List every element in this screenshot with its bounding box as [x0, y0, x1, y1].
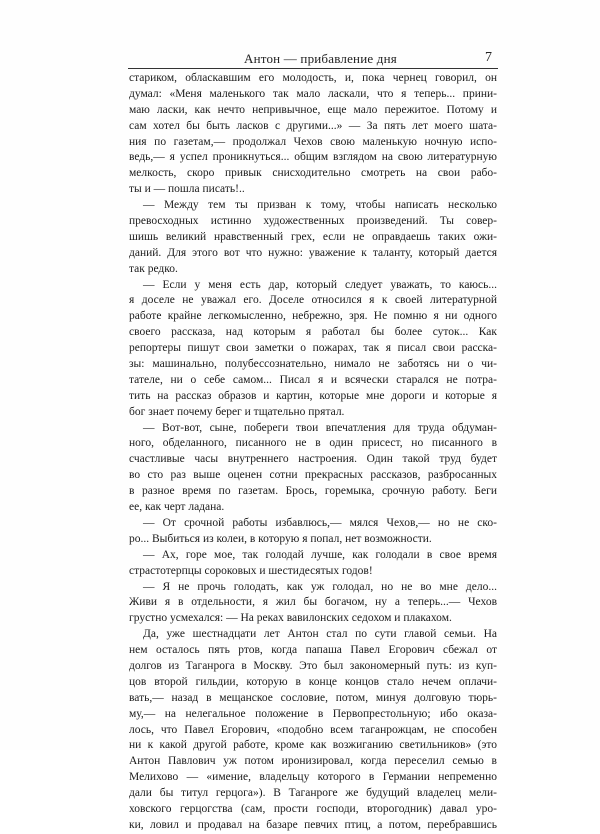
- text-line: сам хотел бы быть ласков с другими...» — За пять лет моего шата-: [129, 119, 497, 132]
- text-line: грустно усмехался: — На реках вавилонских седохом и плакахом.: [129, 612, 452, 625]
- text-line: Мелихово — «имение, владельцу которого в Германии непременно: [129, 771, 497, 784]
- text-line: во сто раз выше оценен сотни прекрасных рассказов, разбросанных: [129, 469, 497, 482]
- text-line: лось, что Павел Егорович, «подобно всем таганрожцам, не способен: [129, 723, 497, 736]
- text-line: я доселе не уважал его. Доселе относился я к своей литературной: [129, 294, 497, 307]
- running-title: Антон — прибавление дня: [244, 51, 397, 66]
- text-line: ки, ловил и продавал на базаре певчих птиц, а потом, перебравшись: [129, 818, 497, 831]
- text-line: вать,— назад в мещанское сословие, потом, минуя долговую тюрь-: [129, 691, 497, 704]
- text-line: Живи я в отдельности, я жил бы богачом, ну а теперь...— Чехов: [129, 596, 497, 609]
- text-line: — Ах, горе мое, так голодай лучше, как голодали в свое время: [143, 548, 497, 561]
- text-line: даний. Для этого вот что нужно: уважение к таланту, который дается: [129, 246, 497, 259]
- header-rule: [128, 68, 498, 69]
- text-line: тить на рассказ образов и картин, которые мне дороги и которые я: [129, 389, 497, 402]
- text-line: ховского герцогства (сам, прости господи, второгодник) давал уро-: [129, 802, 497, 815]
- text-line: — Вот-вот, сыне, побереги твои впечатления для труда обдуман-: [143, 421, 497, 434]
- text-line: ведь,— я успел проникнуться... общим взглядом на свою литературную: [129, 151, 497, 164]
- text-line: думал: «Меня маленького так мало ласкали, что я теперь... прини-: [129, 87, 497, 100]
- text-line: работе крайне легкомысленно, небрежно, зря. Не помню я ни одного: [129, 310, 497, 323]
- text-line: превосходных истинно художественных произведений. Ты совер-: [129, 215, 497, 228]
- text-line: ния по газетам,— продолжал Чехов свою маленькую ночную испо-: [129, 135, 497, 148]
- text-line: ее, как черт ладана.: [129, 501, 225, 514]
- text-line: своего рассказа, над которым я работал бы более суток... Как: [129, 326, 497, 339]
- text-line: шишь великий нравственный грех, если не оправдаешь таких ожи-: [129, 230, 497, 243]
- body-text: [129, 71, 497, 834]
- text-line: долгов из Таганрога в Москву. Это был закономерный путь: из куп-: [129, 659, 497, 672]
- text-line: Антон Павлович уж потом иронизировал, когда переселил семью в: [129, 755, 497, 768]
- text-line: нем осталось пять ртов, когда папаша Павел Егорович сбежал от: [129, 644, 497, 657]
- text-line: страстотерпцы сороковых и шестидесятых годов!: [129, 564, 373, 577]
- text-line: — От срочной работы избавлюсь,— мялся Чехов,— но не ско-: [143, 516, 497, 529]
- text-line: му,— на нелегальное положение в Первопрестольную; ибо оказа-: [129, 707, 497, 720]
- text-line: — Между тем ты призван к тому, чтобы написать несколько: [143, 199, 497, 212]
- text-line: стариком, обласкавшим его молодость, и, пока чернец говорил, он: [129, 72, 497, 84]
- running-header: [128, 50, 498, 68]
- text-line: ро... Выбиться из колеи, в которую я попал, нет возможности.: [129, 532, 432, 545]
- text-line: счастливые часы внутреннего настроения. Один такой труд будет: [129, 453, 497, 466]
- text-line: цов второй гильдии, которую в конце концов стало нечем оплачи-: [129, 675, 497, 688]
- text-line: бог знает почему берег и тщательно прятал.: [129, 405, 345, 418]
- text-line: маю ласки, как нечто непривычное, еще мало пережитое. Потому и: [129, 103, 497, 116]
- text-line: ни к какой другой работе, кроме как возжиганию светильников» (это: [129, 739, 497, 752]
- text-line: репортеры пишут свои заметки о пожарах, так я писал свои расска-: [129, 342, 497, 355]
- text-line: ты и — пошла писать!..: [129, 183, 245, 196]
- page-number: 7: [485, 50, 492, 65]
- text-line: мелкость, скоро привык снисходительно смотреть на свои рабо-: [129, 167, 497, 180]
- text-line: — Я не прочь голодать, как уж голодал, но не во мне дело...: [143, 580, 497, 593]
- text-line: тателе, ни о себе самом... Писал я и всячески старался не потра-: [129, 373, 497, 386]
- text-line: дали бы титул герцога»). В Таганроге же будущий владелец мели-: [129, 787, 497, 800]
- text-line: Да, уже шестнадцати лет Антон стал по сути главой семьи. На: [143, 628, 497, 641]
- text-line: в разное время по газетам. Брось, горемыка, срочную работу. Беги: [129, 485, 497, 498]
- text-line: зы: машинально, полубессознательно, нимало не заботясь ни о чи-: [129, 358, 497, 371]
- text-line: так редко.: [129, 262, 178, 275]
- text-line: — Если у меня есть дар, который следует уважать, то каюсь...: [143, 278, 497, 291]
- text-line: ного, обделанного, писанного не в один присест, но писанного в: [129, 437, 497, 450]
